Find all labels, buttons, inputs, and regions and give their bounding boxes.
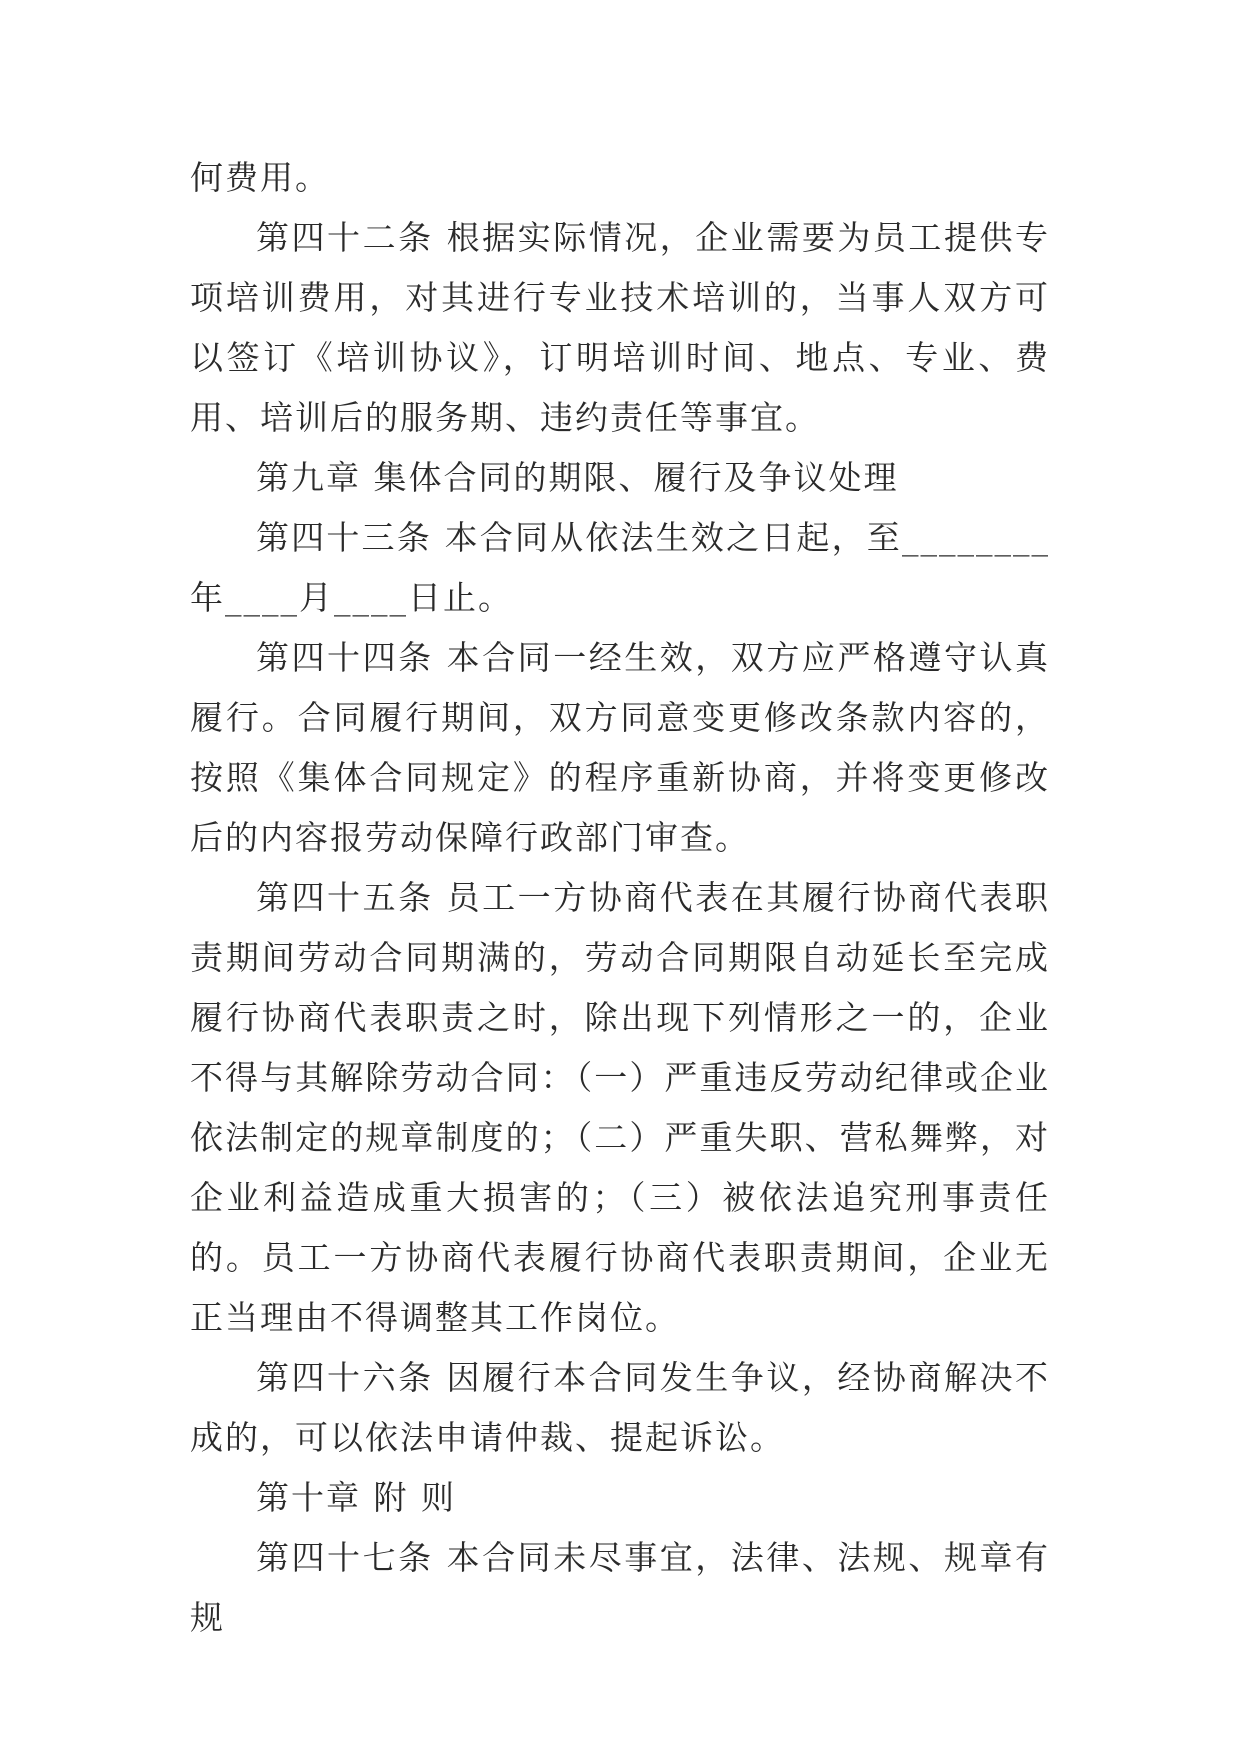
article-45: 第四十五条 员工一方协商代表在其履行协商代表职责期间劳动合同期满的，劳动合同期限自动延长至完成履行协商代表职责之时，除出现下列情形之一的，企业不得与其解除劳动合同：（一）严重违反劳动纪律或企业依法制定的规章制度的；（二）严重失职、营私舞弊，对企业利益造成重大损害的；（三）被依法追究刑事责任的。员工一方协商代表履行协商代表职责期间，企业无正当理由不得调整其工作岗位。	[190, 878, 1050, 1337]
article-44: 第四十四条 本合同一经生效，双方应严格遵守认真履行。合同履行期间，双方同意变更修改条款内容的，按照《集体合同规定》的程序重新协商，并将变更修改后的内容报劳动保障行政部门审查。	[190, 638, 1050, 857]
article-43: 第四十三条 本合同从依法生效之日起，至________年____月____日止。	[190, 518, 1050, 617]
article-47: 第四十七条 本合同未尽事宜，法律、法规、规章有规	[190, 1538, 1050, 1637]
chapter-9-heading: 第九章 集体合同的期限、履行及争议处理	[256, 458, 899, 497]
paragraph-continuation: 何费用。	[190, 158, 330, 197]
article-46: 第四十六条 因履行本合同发生争议，经协商解决不成的，可以依法申请仲裁、提起诉讼。	[190, 1358, 1050, 1457]
document-body	[190, 148, 1050, 1648]
chapter-10-heading: 第十章 附 则	[256, 1478, 456, 1517]
article-42: 第四十二条 根据实际情况，企业需要为员工提供专项培训费用，对其进行专业技术培训的，当事人双方可以签订《培训协议》，订明培训时间、地点、专业、费用、培训后的服务期、违约责任等事宜。	[190, 218, 1050, 437]
